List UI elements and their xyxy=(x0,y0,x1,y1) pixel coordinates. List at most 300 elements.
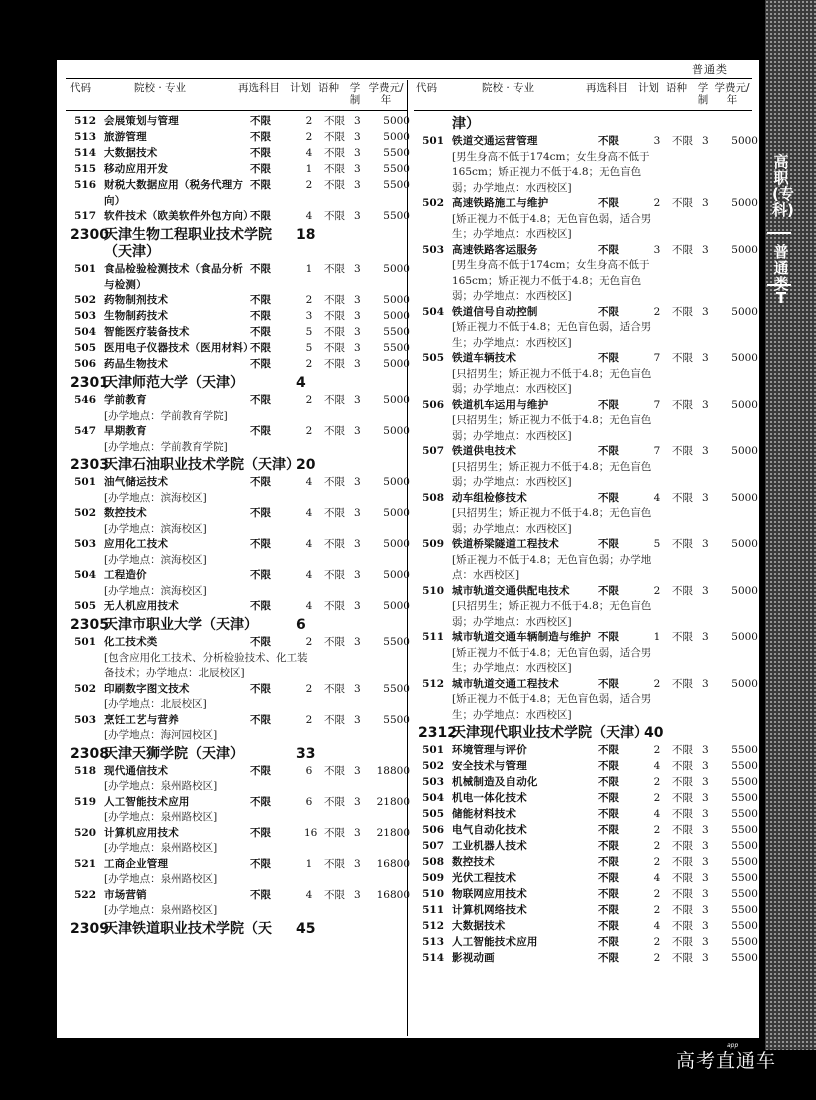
major-code: 503 xyxy=(74,538,96,550)
major-subject: 不限 xyxy=(598,856,619,868)
major-plan: 4 xyxy=(653,808,661,820)
major-name: 铁道机车运用与维护 xyxy=(452,398,549,411)
major-fee: 5000 xyxy=(383,538,410,550)
major-plan: 6 xyxy=(305,764,313,777)
major-language: 不限 xyxy=(324,310,345,322)
major-fee: 5500 xyxy=(383,713,410,726)
major-code: 505 xyxy=(422,808,444,820)
major-subject: 不限 xyxy=(598,904,619,916)
major-name: 药品生物技术 xyxy=(104,358,169,370)
major-row xyxy=(70,341,414,357)
major-language: 不限 xyxy=(324,394,345,406)
major-language: 不限 xyxy=(324,179,345,191)
major-name: 移动应用开发 xyxy=(104,163,169,175)
major-row xyxy=(418,919,762,935)
major-subject: 不限 xyxy=(598,584,619,597)
major-language: 不限 xyxy=(672,920,693,932)
major-row xyxy=(70,568,414,599)
col-code: 代码 xyxy=(416,82,437,94)
major-subject: 不限 xyxy=(250,888,271,901)
major-note: [办学地点：泉州路校区] xyxy=(104,780,218,792)
major-language: 不限 xyxy=(672,856,693,868)
major-years: 3 xyxy=(702,491,709,504)
header-bottom-rule xyxy=(414,110,752,111)
major-years: 3 xyxy=(702,872,709,884)
major-years: 3 xyxy=(702,243,709,256)
school-plan: 20 xyxy=(296,457,316,473)
major-row xyxy=(70,130,414,146)
major-row xyxy=(418,951,762,967)
major-row xyxy=(418,305,762,352)
major-plan: 4 xyxy=(653,872,661,884)
major-language: 不限 xyxy=(324,425,345,437)
major-plan: 4 xyxy=(305,147,313,159)
major-name: 铁道桥梁隧道工程技术 xyxy=(452,538,559,550)
major-name: 现代通信技术 xyxy=(104,764,169,777)
major-subject: 不限 xyxy=(250,507,271,519)
major-years: 3 xyxy=(702,135,709,147)
major-years: 3 xyxy=(702,808,709,820)
major-row xyxy=(70,857,414,888)
school-name: 天津铁道职业技术学院（天 xyxy=(104,920,272,937)
major-row xyxy=(70,599,414,615)
major-note: [矫正视力不低于4.8；无色盲色弱；办学地点：水西校区] xyxy=(452,553,652,581)
major-code: 506 xyxy=(422,398,444,411)
major-plan: 2 xyxy=(305,713,313,726)
major-name: 工商企业管理 xyxy=(104,857,169,870)
major-code: 509 xyxy=(422,538,444,550)
major-language: 不限 xyxy=(672,808,693,820)
right-column xyxy=(418,114,762,967)
major-fee: 5500 xyxy=(731,824,758,836)
major-row xyxy=(418,630,762,677)
major-code: 514 xyxy=(422,952,444,964)
school-name: 天津天狮学院（天津） xyxy=(104,745,244,762)
major-language: 不限 xyxy=(672,888,693,900)
major-name: 市场营销 xyxy=(104,888,147,901)
school-plan: 33 xyxy=(296,745,316,762)
column-header-right xyxy=(414,80,758,108)
major-note: [办学地点：滨海校区] xyxy=(104,553,207,566)
major-fee: 5000 xyxy=(731,631,758,643)
major-name: 机械制造及自动化 xyxy=(452,776,538,788)
major-subject: 不限 xyxy=(598,491,619,504)
major-fee: 5000 xyxy=(731,445,758,457)
major-row xyxy=(418,351,762,398)
major-code: 503 xyxy=(422,243,444,256)
major-fee: 5500 xyxy=(383,179,410,191)
major-language: 不限 xyxy=(324,147,345,159)
major-code: 515 xyxy=(74,163,96,175)
major-years: 3 xyxy=(702,538,709,550)
major-code: 507 xyxy=(422,445,444,457)
major-subject: 不限 xyxy=(598,305,619,318)
major-fee: 5000 xyxy=(731,243,758,256)
major-note: [男生身高不低于174cm；女生身高不低于165cm；矫正视力不低于4.8；无色盲色弱；办学地点：水西校区] xyxy=(452,150,650,194)
major-subject: 不限 xyxy=(250,179,271,191)
major-row xyxy=(418,935,762,951)
major-fee: 5500 xyxy=(731,776,758,788)
major-fee: 5000 xyxy=(731,491,758,504)
major-code: 512 xyxy=(74,115,96,127)
major-subject: 不限 xyxy=(598,808,619,820)
major-code: 503 xyxy=(74,713,96,726)
major-years: 3 xyxy=(354,764,361,777)
major-subject: 不限 xyxy=(250,764,271,777)
major-fee: 5000 xyxy=(383,425,410,437)
major-fee: 16800 xyxy=(376,857,410,870)
major-code: 504 xyxy=(74,569,96,581)
major-language: 不限 xyxy=(324,358,345,370)
col-subject: 再选科目 xyxy=(238,82,280,94)
major-years: 3 xyxy=(354,147,361,159)
major-name: 软件技术（欧美软件外包方向） xyxy=(104,210,254,222)
major-code: 506 xyxy=(422,824,444,836)
major-code: 509 xyxy=(422,872,444,884)
major-note: [办学地点：滨海校区] xyxy=(104,584,207,597)
major-note: [矫正视力不低于4.8；无色盲色弱，适合男生；办学地点：水西校区] xyxy=(452,693,652,721)
major-name: 应用化工技术 xyxy=(104,538,169,550)
major-plan: 2 xyxy=(653,952,661,964)
side-tab-divider xyxy=(767,284,791,286)
major-years: 3 xyxy=(702,445,709,457)
major-language: 不限 xyxy=(672,398,693,411)
major-years: 3 xyxy=(354,294,361,306)
major-language: 不限 xyxy=(672,952,693,964)
major-plan: 2 xyxy=(305,636,313,648)
major-name: 影视动画 xyxy=(452,952,495,964)
major-code: 502 xyxy=(422,197,444,209)
major-years: 3 xyxy=(702,904,709,916)
major-plan: 2 xyxy=(653,792,661,804)
major-fee: 5500 xyxy=(383,682,410,695)
major-note: [办学地点：北辰校区] xyxy=(104,698,207,710)
school-name: 天津现代职业技术学院（天津） xyxy=(452,725,648,741)
major-plan: 3 xyxy=(653,243,661,256)
major-plan: 2 xyxy=(305,115,313,127)
major-years: 3 xyxy=(354,600,361,612)
major-code: 502 xyxy=(74,682,96,695)
major-plan: 2 xyxy=(305,358,313,370)
major-note: [办学地点：泉州路校区] xyxy=(104,842,218,854)
major-language: 不限 xyxy=(324,569,345,581)
major-plan: 4 xyxy=(305,507,313,519)
major-subject: 不限 xyxy=(250,147,271,159)
major-name: 计算机应用技术 xyxy=(104,826,179,839)
major-code: 510 xyxy=(422,888,444,900)
school-row xyxy=(70,457,414,474)
major-name: 工程造价 xyxy=(104,569,147,581)
major-row xyxy=(418,584,762,631)
major-fee: 5500 xyxy=(731,952,758,964)
major-fee: 5000 xyxy=(383,394,410,406)
major-language: 不限 xyxy=(672,491,693,504)
major-fee: 5500 xyxy=(731,904,758,916)
major-language: 不限 xyxy=(672,445,693,457)
major-plan: 4 xyxy=(305,210,313,222)
major-years: 3 xyxy=(702,888,709,900)
major-code: 501 xyxy=(422,744,444,756)
major-fee: 5500 xyxy=(731,872,758,884)
major-fee: 5000 xyxy=(383,476,410,488)
major-name: 医用电子仪器技术（医用材料） xyxy=(104,342,254,354)
major-code: 508 xyxy=(422,856,444,868)
major-code: 501 xyxy=(74,263,96,275)
major-subject: 不限 xyxy=(598,677,619,690)
major-fee: 16800 xyxy=(376,888,410,901)
major-code: 521 xyxy=(74,857,96,870)
major-subject: 不限 xyxy=(250,713,271,726)
major-row xyxy=(70,209,414,225)
major-code: 504 xyxy=(74,326,96,338)
major-language: 不限 xyxy=(324,795,345,808)
major-row xyxy=(70,262,414,293)
major-code: 504 xyxy=(422,792,444,804)
major-subject: 不限 xyxy=(250,294,271,306)
major-row xyxy=(418,491,762,538)
major-subject: 不限 xyxy=(250,600,271,612)
major-row xyxy=(418,855,762,871)
major-fee: 5000 xyxy=(383,310,410,322)
major-years: 3 xyxy=(702,840,709,852)
major-language: 不限 xyxy=(672,197,693,209)
major-plan: 2 xyxy=(305,131,313,143)
major-subject: 不限 xyxy=(250,394,271,406)
major-years: 3 xyxy=(354,682,361,695)
major-language: 不限 xyxy=(672,305,693,318)
major-name: 高速铁路施工与维护 xyxy=(452,197,549,209)
major-row xyxy=(418,887,762,903)
school-plan: 4 xyxy=(296,375,306,391)
major-name: 城市轨道交通工程技术 xyxy=(452,677,559,690)
major-language: 不限 xyxy=(672,904,693,916)
major-code: 502 xyxy=(422,760,444,772)
major-plan: 2 xyxy=(653,677,661,690)
major-plan: 3 xyxy=(653,135,661,147)
major-code: 518 xyxy=(74,764,96,777)
major-note: [办学地点：泉州路校区] xyxy=(104,873,218,885)
major-row xyxy=(70,293,414,309)
major-code: 501 xyxy=(74,476,96,488)
major-note: [办学地点：滨海校区] xyxy=(104,491,207,504)
major-row xyxy=(70,506,414,537)
major-row xyxy=(418,759,762,775)
major-subject: 不限 xyxy=(598,398,619,411)
major-years: 3 xyxy=(702,936,709,948)
school-code: 2301 xyxy=(70,375,109,391)
major-row xyxy=(418,243,762,305)
major-note: [只招男生；矫正视力不低于4.8；无色盲色弱；办学地点：水西校区] xyxy=(452,600,652,628)
major-language: 不限 xyxy=(672,744,693,756)
major-years: 3 xyxy=(354,636,361,648)
major-code: 505 xyxy=(74,600,96,612)
major-name: 旅游管理 xyxy=(104,131,147,143)
major-plan: 2 xyxy=(305,682,313,695)
major-subject: 不限 xyxy=(250,310,271,322)
major-fee: 5500 xyxy=(731,936,758,948)
major-name: 城市轨道交通车辆制造与维护 xyxy=(452,631,592,643)
major-fee: 5500 xyxy=(731,856,758,868)
major-note: [办学地点：泉州路校区] xyxy=(104,904,218,916)
major-code: 513 xyxy=(74,131,96,143)
major-fee: 5500 xyxy=(731,888,758,900)
major-years: 3 xyxy=(354,131,361,143)
major-row xyxy=(418,134,762,196)
major-plan: 4 xyxy=(653,491,661,504)
major-row xyxy=(418,537,762,584)
major-code: 502 xyxy=(74,294,96,306)
major-row xyxy=(418,677,762,724)
major-subject: 不限 xyxy=(250,326,271,338)
major-language: 不限 xyxy=(324,826,345,839)
major-plan: 5 xyxy=(305,342,313,354)
side-tab-label-letter: T xyxy=(775,289,787,307)
major-row xyxy=(70,424,414,455)
major-plan: 7 xyxy=(653,352,661,364)
major-fee: 5500 xyxy=(383,342,410,354)
major-fee: 5000 xyxy=(731,135,758,147)
major-language: 不限 xyxy=(324,326,345,338)
major-years: 3 xyxy=(354,569,361,581)
major-row xyxy=(70,795,414,826)
major-row xyxy=(418,823,762,839)
major-name: 食品检验检测技术（食品分析与检测） xyxy=(104,263,244,291)
major-subject: 不限 xyxy=(598,135,619,147)
major-language: 不限 xyxy=(324,163,345,175)
major-years: 3 xyxy=(354,713,361,726)
major-language: 不限 xyxy=(324,115,345,127)
major-plan: 1 xyxy=(653,631,661,643)
col-plan: 计划 xyxy=(290,82,311,94)
major-years: 3 xyxy=(702,744,709,756)
major-years: 3 xyxy=(354,425,361,437)
major-subject: 不限 xyxy=(598,631,619,643)
major-subject: 不限 xyxy=(250,358,271,370)
major-subject: 不限 xyxy=(598,352,619,364)
major-fee: 5500 xyxy=(731,792,758,804)
category-tag: 普通类 xyxy=(692,63,728,76)
major-row xyxy=(418,444,762,491)
major-name: 铁道信号自动控制 xyxy=(452,305,538,318)
major-years: 3 xyxy=(354,310,361,322)
col-subject: 再选科目 xyxy=(586,82,628,94)
col-code: 代码 xyxy=(70,82,91,94)
major-code: 511 xyxy=(422,904,444,916)
major-row xyxy=(70,114,414,130)
major-code: 516 xyxy=(74,179,96,191)
major-years: 3 xyxy=(354,342,361,354)
major-name: 物联网应用技术 xyxy=(452,888,527,900)
major-years: 3 xyxy=(354,857,361,870)
major-name: 化工技术类 xyxy=(104,636,158,648)
major-language: 不限 xyxy=(324,636,345,648)
major-code: 501 xyxy=(74,636,96,648)
major-code: 503 xyxy=(74,310,96,322)
major-years: 3 xyxy=(354,163,361,175)
major-years: 3 xyxy=(354,115,361,127)
major-note: [办学地点：泉州路校区] xyxy=(104,811,218,823)
major-name: 工业机器人技术 xyxy=(452,840,527,852)
major-plan: 4 xyxy=(305,569,313,581)
major-fee: 5000 xyxy=(383,131,410,143)
major-plan: 2 xyxy=(653,824,661,836)
major-language: 不限 xyxy=(324,507,345,519)
major-code: 504 xyxy=(422,305,444,318)
side-tab-divider xyxy=(767,232,791,234)
major-language: 不限 xyxy=(672,792,693,804)
major-code: 505 xyxy=(422,352,444,364)
major-row xyxy=(70,713,414,744)
major-fee: 5000 xyxy=(383,600,410,612)
major-subject: 不限 xyxy=(598,776,619,788)
header-rule xyxy=(66,78,752,79)
major-fee: 5000 xyxy=(731,197,758,209)
school-plan: 6 xyxy=(296,617,306,633)
major-plan: 1 xyxy=(305,857,313,870)
major-name: 环境管理与评价 xyxy=(452,744,527,756)
major-years: 3 xyxy=(354,507,361,519)
major-fee: 5000 xyxy=(383,115,410,127)
major-plan: 7 xyxy=(653,398,661,411)
major-subject: 不限 xyxy=(598,824,619,836)
school-plan: 18 xyxy=(296,227,316,243)
school-name: 天津生物工程职业技术学院（天津） xyxy=(104,227,272,260)
major-language: 不限 xyxy=(324,263,345,275)
school-code: 2312 xyxy=(418,725,457,741)
major-plan: 4 xyxy=(305,476,313,488)
major-row xyxy=(418,791,762,807)
major-name: 动车组检修技术 xyxy=(452,491,527,504)
school-code: 2308 xyxy=(70,745,109,762)
major-subject: 不限 xyxy=(598,792,619,804)
major-name: 高速铁路客运服务 xyxy=(452,243,538,256)
major-subject: 不限 xyxy=(250,425,271,437)
major-years: 3 xyxy=(354,326,361,338)
major-subject: 不限 xyxy=(250,131,271,143)
major-code: 522 xyxy=(74,888,96,901)
major-name: 智能医疗装备技术 xyxy=(104,326,190,338)
major-plan: 4 xyxy=(305,600,313,612)
major-language: 不限 xyxy=(324,857,345,870)
major-plan: 2 xyxy=(305,425,313,437)
major-name: 安全技术与管理 xyxy=(452,760,527,772)
major-fee: 5000 xyxy=(731,677,758,690)
major-row xyxy=(70,682,414,713)
major-subject: 不限 xyxy=(598,936,619,948)
major-name: 铁道车辆技术 xyxy=(452,352,517,364)
major-years: 3 xyxy=(702,776,709,788)
major-subject: 不限 xyxy=(250,857,271,870)
major-fee: 5500 xyxy=(383,147,410,159)
col-years: 学制 xyxy=(349,82,361,106)
major-fee: 5500 xyxy=(383,210,410,222)
major-subject: 不限 xyxy=(250,826,271,839)
column-header-left xyxy=(66,80,410,108)
major-note: [矫正视力不低于4.8；无色盲色弱，适合男生；办学地点：水西校区] xyxy=(452,646,652,674)
major-language: 不限 xyxy=(324,210,345,222)
major-fee: 5500 xyxy=(731,808,758,820)
major-language: 不限 xyxy=(672,584,693,597)
col-name: 院校 · 专业 xyxy=(134,82,187,94)
major-name: 铁道交通运营管理 xyxy=(452,135,538,147)
school-row xyxy=(70,227,414,261)
major-plan: 5 xyxy=(305,326,313,338)
major-row xyxy=(70,309,414,325)
major-language: 不限 xyxy=(324,888,345,901)
school-row xyxy=(70,375,414,392)
major-years: 3 xyxy=(354,263,361,275)
major-language: 不限 xyxy=(324,476,345,488)
